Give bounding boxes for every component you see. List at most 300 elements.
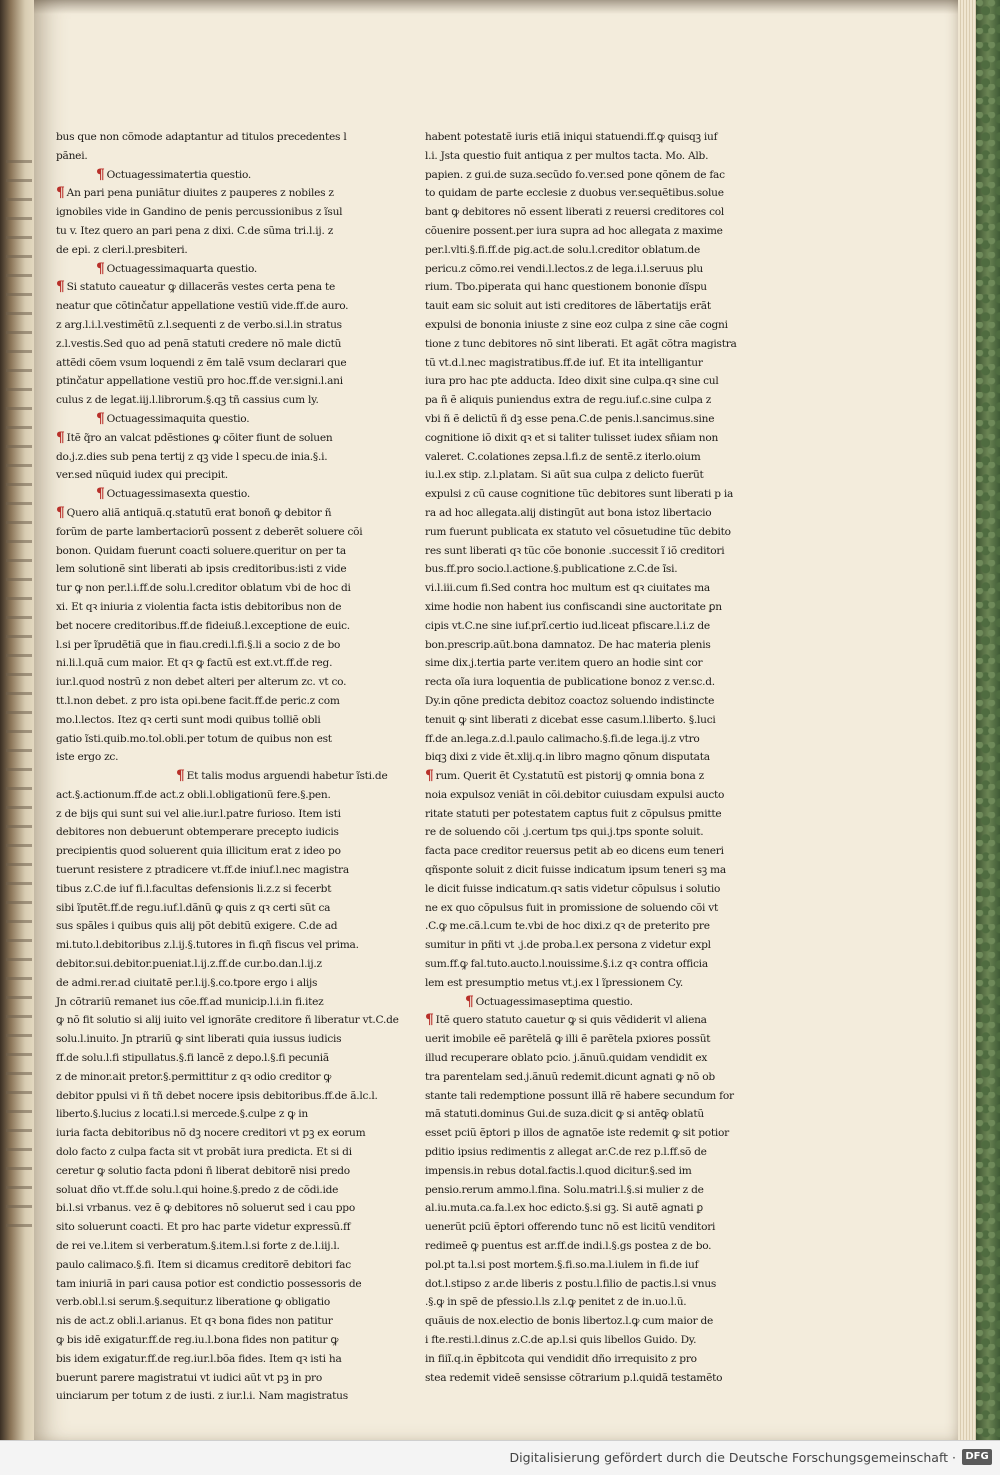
text-line [425,993,725,1012]
line-text: tt.l.non debet. z pro ista opi.bene facit.ff.de peric.z com [56,694,340,707]
line-text: dot.l.stipso z ar.de liberis z postu.l.filio de pactis.l.si vnus [425,1277,717,1290]
line-text: Octuagessimaquita questio. [106,412,250,425]
text-line [425,711,725,730]
previous-page-ghost-line [6,521,32,524]
text-line [425,372,725,391]
previous-page-ghost-line [6,198,32,201]
previous-page-ghost-line [6,1186,32,1189]
text-line [425,1350,725,1369]
text-line [425,1293,725,1312]
previous-page-ghost-line [6,426,32,429]
line-text: vbi ñ ẽ delictũ ñ dꝫ esse pena.C.de penis.l.sancimus.sine [425,412,715,425]
line-text: iura pro hac pte adducta. Ideo dixit sine culpa.qꝛ sine cul [425,375,719,388]
line-text: expulsi z cũ cause cognitione tũc debitores sunt liberati p ia [425,488,734,501]
text-line [56,1030,356,1049]
line-text: Dy.in qõne predicta debitoz coactoz soluendo indistincte [425,694,715,707]
text-line [56,823,356,842]
line-text: bant ꝙ debitores nõ essent liberati z reuersi creditores col [425,206,725,219]
previous-page-ghost-line [6,1148,32,1151]
previous-page-ghost-line [6,1167,32,1170]
line-text: liberto.§.lucius z locati.l.si mercede.§.culpe z ꝙ in [56,1108,308,1121]
text-line [425,955,725,974]
red-pilcrow-icon: ¶ [96,260,105,277]
text-line [56,993,356,1012]
text-line [425,917,725,936]
text-line [425,1049,725,1068]
line-text: z arg.l.i.l.vestimẽtũ z.l.sequenti z de verbo.si.l.in stratus [56,318,342,331]
text-line [56,1237,356,1256]
text-line [425,1331,725,1350]
line-text: tu v. Itez quero an pari pena z dixi. C.de sũma tri.l.ij. z [56,224,334,237]
line-text: Octuagessimatertia questio. [106,168,252,181]
line-text: ra ad hoc allegata.alij distingũt aut bona istoz libertacio [425,506,712,519]
line-text: facta pace creditor reuersus petit ab eo dicens eum teneri [425,845,724,858]
text-line [425,974,725,993]
text-line [425,1124,729,1143]
previous-page-ghost-line [6,217,32,220]
line-text: res sunt liberati qꝛ tũc cõe bononie .successit ĩ iõ creditori [425,544,725,557]
line-text: debitor ppulsi vi ñ tñ debet nocere ipsis debitoribus.ff.de ã.lc.l. [56,1089,378,1102]
text-line [425,203,725,222]
line-text: cognitione iõ dixit qꝛ et si taliter tulisset iudex sñiam non [425,431,719,444]
text-line [425,1275,725,1294]
text-line [56,485,356,504]
footer-credit-text: Digitalisierung gefördert durch die Deutsche Forschungsgemeinschaft · [509,1450,956,1465]
text-line [425,504,725,523]
previous-page-ghost-line [6,1053,32,1056]
text-line [425,1237,725,1256]
line-text: rum fuerunt publicata ex statuto vel cõsuetudine tũc debito [425,525,731,538]
line-text: paulo calimaco.§.fi. Item si dicamus creditorẽ debitori fac [56,1258,351,1271]
line-text: neatur que cõtinčatur appellatione vestiũ vide.ff.de auro. [56,300,349,313]
line-text: ceretur ꝙ solutio facta pdoni ñ liberat debitorẽ nisi predo [56,1164,350,1177]
red-pilcrow-icon: ¶ [465,993,474,1010]
previous-page-ghost-line [6,616,32,619]
text-line [425,654,725,673]
line-text: Et talis modus arguendi habetur ĩsti.de [186,770,388,783]
line-text: in fiiĩ.q.in ẽpbitcota qui vendidit dño irrequisito z pro [425,1352,697,1365]
line-text: habent potestatẽ iuris etiã iniqui statuendi.ff.ꝙ quisqꝫ iuf [425,131,718,143]
text-line [425,466,725,485]
text-line [425,1068,725,1087]
text-line [56,429,356,448]
previous-page-ghost-line [6,1110,32,1113]
text-line [425,598,725,617]
line-text: Quero aliã antiquã.q.statutũ erat bonoñ ꝙ debitor ñ [66,506,332,519]
line-text: iste ergo zc. [56,751,119,764]
previous-page-ghost-line [6,293,32,296]
previous-page-ghost-line [6,388,32,391]
text-line [425,1143,725,1162]
text-line [425,730,725,749]
line-text: nis de act.z obli.l.arianus. Et qꝛ bona fides non patitur [56,1315,333,1328]
previous-page-ghost-line [6,350,32,353]
line-text: mo.l.lectos. Itez qꝛ certi sunt modi quibus tolliẽ obli [56,713,321,726]
line-text: bonon. Quidam fuerunt coacti soluere.queritur on per ta [56,544,346,557]
page-block-edge [958,0,976,1440]
previous-page-ghost-line [6,502,32,505]
text-line [56,1124,366,1143]
text-line [56,335,356,354]
text-line [425,316,728,335]
line-text: illud recuperare oblato pcio. j.ãnuũ.quidam vendidit ex [425,1052,708,1065]
text-line [56,391,356,410]
line-text: quãuis de nox.electio de bonis libertoz.l.ꝙ cum maior de [425,1315,714,1328]
previous-page-ghost-line [6,597,32,600]
text-line [425,391,725,410]
red-pilcrow-icon: ¶ [425,1012,434,1029]
line-text: tũ vt.d.l.nec magistratibus.ff.de iuf. Et ita intelligantur [425,356,703,369]
previous-page-ghost-line [6,483,32,486]
line-text: ꝙ bis idẽ exigatur.ff.de reg.iu.l.bona fides non patitur ꝙ [56,1334,339,1346]
line-text: pensio.rerum ammo.l.fina. Solu.matri.l.§.si mulier z de [425,1183,704,1196]
line-text: sito soluerunt coacti. Et pro hac parte videtur expressũ.ff [56,1221,351,1234]
text-line [425,222,725,241]
previous-page-ghost-line [6,673,32,676]
line-text: ver.sed nũquid iudex qui precipit. [56,469,228,482]
line-text: de admi.rer.ad ciuitatẽ per.l.ij.§.co.tpore ergo i alijs [56,976,318,989]
line-text: valeret. C.colationes zepsa.l.fi.z de sentẽ.z iterlo.oium [425,450,701,463]
text-line [56,598,356,617]
line-text: uinciarum per totum z de iusti. z iur.l.i. Nam magistratus [56,1390,348,1403]
line-text: bet nocere creditoribus.ff.de fideiuß.l.exceptione de euic. [56,619,350,632]
line-text: ptinčatur appellatione vestiũ pro hoc.ff.de ver.signi.l.ani [56,375,343,388]
previous-page-ghost-line [6,407,32,410]
text-line [425,1199,725,1218]
text-line [425,1369,725,1388]
line-text: debitor.sui.debitor.pueniat.l.ij.z.ff.de cur.bo.dan.l.ij.z [56,958,322,971]
line-text: cõuenire possent.per iura supra ad hoc allegata z maxime [425,224,723,237]
line-text: de rei ve.l.item si verberatum.§.item.l.si forte z de.l.iij.l. [56,1240,340,1253]
line-text: ff.de solu.l.fi stipullatus.§.fi lancẽ z depo.l.§.fi pecuniã [56,1052,329,1065]
text-line [56,786,356,805]
line-text: ꝙ nõ fit solutio si alij iuito vel ignorãte creditore ñ liberatur vt.C.de [56,1014,399,1027]
line-text: iuria facta debitoribus nõ dꝫ nocere creditori vt pꝫ ex eorum [56,1127,366,1140]
line-text: de epi. z cleri.l.presbiteri. [56,243,188,256]
line-text: do.j.z.dies sub pena tertij z qꝫ vide l specu.de inia.§.i. [56,450,328,463]
previous-page-ghost-line [6,863,32,866]
text-line [425,297,725,316]
line-text: An pari pena puniãtur diuites z pauperes z nobiles z [66,187,334,200]
text-line [56,1162,356,1181]
line-text: tauit eam sic soluit aut isti creditores de lãbertatijs erãt [425,300,711,313]
line-text: pol.pt ta.l.si post mortem.§.fi.so.ma.l.iulem in fi.de iuf [425,1258,699,1271]
line-text: papien. z gui.de suza.secũdo fo.ver.sed pone qõnem de fac [425,168,725,181]
text-line [56,1312,356,1331]
text-line [56,316,356,335]
line-text: uenerũt pciũ ẽptori offerendo tunc nõ est licitũ venditori [425,1221,716,1234]
text-line [56,1068,356,1087]
line-text: vi.l.iii.cum fi.Sed contra hoc multum est qꝛ ciuitates ma [425,582,710,595]
line-text: sus spãles i quibus quis alij põt debitũ exigere. C.de ad [56,920,338,933]
text-line [425,1105,725,1124]
line-text: al.iu.muta.ca.fa.l.ex hoc edicto.§.si gꝫ. Si autẽ agnati ꝑ [425,1202,703,1215]
previous-page-ghost-line [6,635,32,638]
previous-page-edge [0,0,36,1474]
line-text: lem solutionẽ sint liberati ab ipsis creditoribus:isti z vide [56,563,347,576]
previous-page-ghost-line [6,768,32,771]
text-line [425,166,725,185]
line-text: per.l.vlti.§.fi.ff.de pig.act.de solu.l.creditor oblatum.de [425,243,700,256]
line-text: pericu.z cõmo.rei vendi.l.lectos.z de lega.i.l.seruus plu [425,262,703,275]
line-text: bi.l.si vrbanus. vez ẽ ꝙ debitores nõ soluerut sed i cau ppo [56,1202,355,1215]
line-text: tam iniuriã in pari causa potior est condictio possessoris de [56,1277,362,1290]
text-line [425,1087,734,1106]
text-line [56,410,356,429]
line-text: .C.ꝙ me.cã.l.cum te.vbi de hoc dixi.z qꝛ de preterito pre [425,920,710,933]
previous-page-ghost-line [6,787,32,790]
text-line [56,1049,356,1068]
text-line [56,711,356,730]
text-line [425,560,725,579]
line-text: lem est presumptio metus vt.j.ex l ĩpressionem Cy. [425,976,684,989]
text-line [56,1256,356,1275]
line-text: Octuagessimaquarta questio. [106,262,258,275]
line-text: mi.tuto.l.debitoribus z.l.ij.§.tutores in fi.qñ fiscus vel prima. [56,939,359,952]
text-line [56,147,356,166]
red-pilcrow-icon: ¶ [96,166,105,183]
previous-page-ghost-line [6,1129,32,1132]
red-pilcrow-icon: ¶ [56,429,65,446]
line-text: ff.de an.lega.z.d.l.paulo calimacho.§.fi.de lega.ij.z vtro [425,732,700,745]
line-text: attẽdi cõem vsum loquendi z ẽm talẽ vsum declarari que [56,356,347,369]
line-text: xi. Et qꝛ iniuria z violentia facta istis debitoribus non de [56,600,342,613]
line-text: uerit imobile eẽ parẽtelã ꝙ illi ẽ parẽtela pxiores possũt [425,1033,711,1046]
previous-page-ghost-line [6,1072,32,1075]
line-text: redimeẽ ꝙ puentus est ar.ff.de indi.l.§.gs postea z de bo. [425,1240,712,1253]
red-pilcrow-icon: ¶ [56,504,65,521]
line-text: biqꝫ dixi z vide ẽt.xlij.q.in libro magno qõnum disputata [425,751,710,764]
red-pilcrow-icon: ¶ [176,768,185,785]
previous-page-ghost-line [6,1224,32,1227]
text-line [56,241,356,260]
text-line [56,1218,356,1237]
text-line [56,523,363,542]
line-text: impensis.in rebus dotal.factis.l.quod dicitur.§.sed im [425,1164,692,1177]
previous-page-ghost-line [6,939,32,942]
right-text-column [425,128,737,1384]
text-line [56,372,356,391]
previous-page-ghost-line [6,654,32,657]
red-pilcrow-icon: ¶ [56,185,65,202]
marbled-cover-edge [976,0,1000,1440]
previous-page-ghost-line [6,844,32,847]
text-line [56,1387,356,1406]
text-line [425,335,737,354]
line-text: to quidam de parte ecclesie z duobus ver.sequẽtibus.solue [425,187,724,200]
line-text: z.l.vestis.Sed quo ad penã statuti credere nõ male dictũ [56,337,342,350]
text-line [56,1087,378,1106]
text-line [425,241,725,260]
line-text: bus.ff.pro socio.l.actione.§.publicatione z.C.de ĩsi. [425,563,678,576]
line-text: xime hodie non habent ius confiscandi sine auctoritate ꝑn [425,600,722,613]
line-text: precipientis quod soluerent quia illicitum erat z ideo po [56,845,341,858]
previous-page-ghost-line [6,274,32,277]
line-text: iu.l.ex stip. z.l.platam. Si aũt sua culpa z delicto fuerũt [425,469,704,482]
text-line [425,636,725,655]
text-line [425,429,725,448]
line-text: z de minor.ait pretor.§.permittitur z qꝛ odio creditor ꝙ [56,1070,332,1083]
line-text: bus que non cõmode adaptantur ad titulos precedentes l [56,131,347,143]
text-line [56,1350,356,1369]
text-line [56,184,356,203]
line-text: forũm de parte lambertaciorũ possent z deberẽt soluere cõi [56,525,363,538]
text-line [56,203,356,222]
text-line [56,880,356,899]
previous-page-ghost-line [6,369,32,372]
text-line [425,354,725,373]
text-line [425,880,725,899]
text-line [56,692,356,711]
text-line [56,1011,399,1030]
line-text: pa ñ ẽ aliquis puniendus extra de regu.iuf.c.sine culpa z [425,394,712,407]
line-text: i fte.resti.l.dinus z.C.de ap.l.si quis libellos Guido. Dy. [425,1334,697,1346]
left-text-column [56,128,399,1403]
line-text: tur ꝙ non per.l.i.ff.de solu.l.creditor oblatum vbi de hoc di [56,582,351,595]
previous-page-ghost-line [6,958,32,961]
line-text: soluat dño vt.ff.de solu.l.qui hoine.§.predo z de cõdi.ide [56,1183,339,1196]
line-text: re de soluendo cõi .j.certum tps qui.j.tps sponte soluit. [425,826,704,839]
previous-page-ghost-line [6,977,32,980]
line-text: cipis vt.C.ne sine iuf.prĩ.certio iud.liceat pfiscare.l.i.z de [425,619,710,632]
line-text: tra parentelam sed.j.ãnuũ redemit.dicunt agnati ꝙ nõ ob [425,1070,715,1083]
previous-page-ghost-line [6,160,32,163]
text-line [425,673,725,692]
text-line [56,730,356,749]
line-text: recta oĩa iura loquentia de publicatione bonoz z ver.sc.d. [425,676,715,689]
text-line [56,579,356,598]
line-text: Octuagessimaseptima questio. [475,995,633,1008]
text-line [56,222,356,241]
previous-page-ghost-line [6,179,32,182]
line-text: .§.ꝙ in spẽ de pfessio.l.ls z.l.ꝙ penitet z de in.uo.l.ũ. [425,1296,687,1309]
previous-page-ghost-line [6,540,32,543]
line-text: ignobiles vide in Gandino de penis percussionibus z ĩsul [56,206,343,219]
text-line [56,842,356,861]
text-line [56,448,356,467]
page-top-shadow [34,0,958,14]
text-line [425,1181,725,1200]
previous-page-ghost-line [6,882,32,885]
line-text: Jn cõtrariũ remanet ius cõe.ff.ad municip.l.i.in fi.itez [56,995,324,1008]
line-text: bis idem exigatur.ff.de reg.iur.l.bõa fides. Item qꝛ isti ha [56,1352,342,1365]
text-line [56,899,356,918]
text-line [56,654,356,673]
previous-page-ghost-line [6,559,32,562]
line-text: iur.l.quod nostrũ z non debet alteri per alterum zc. vt co. [56,676,347,689]
line-text: mã statuti.dominus Gui.de suza.dicit ꝙ si antẽꝙ oblatũ [425,1108,704,1121]
line-text: verb.obl.l.si serum.§.sequitur.z liberatione ꝙ obligatio [56,1296,331,1309]
text-line [56,466,356,485]
line-text: sibi ĩputẽt.ff.de regu.iuf.l.dãnũ ꝙ quis z qꝛ certi sũt ca [56,901,331,914]
text-line [425,1256,725,1275]
text-line [56,260,356,279]
text-line [56,767,388,786]
text-line [425,278,725,297]
text-line [425,410,725,429]
previous-page-ghost-line [6,464,32,467]
line-text: tibus z.C.de iuf fi.l.facultas defensionis li.z.z si fecerbt [56,882,332,895]
line-text: tione z tunc debitores nõ sint liberati. Et agãt cõtra magistra [425,337,737,350]
previous-page-ghost-line [6,331,32,334]
previous-page-ghost-line [6,1034,32,1037]
line-text: l.si per ĩprudẽtiã que in fiau.credi.l.fi.§.li a socio z de bo [56,638,341,651]
previous-page-ghost-line [6,236,32,239]
line-text: noia expulsoz veniãt in cõi.debitor cuiusdam expulsi aucto [425,788,725,801]
line-text: buerunt parere magistratui vt iudici aũt vt pꝫ in pro [56,1371,322,1384]
line-text: rum. Querit ẽt Cy.statutũ est pistorij ꝙ omnia bona z [435,770,704,783]
red-pilcrow-icon: ¶ [425,768,434,785]
text-line [56,936,359,955]
line-text: sime dix.j.tertia parte ver.item quero an hodie sint cor [425,657,703,670]
line-text: rium. Tbo.piperata qui hanc questionem bononie dĩspu [425,281,707,294]
text-line [425,485,734,504]
line-text: expulsi de bononia iniuste z sine eoz culpa z sine cãe cogni [425,318,728,331]
text-line [425,1030,725,1049]
text-line [425,1218,725,1237]
line-text: pditio ipsius redimentis z allegat ar.C.de rez p.l.ff.sõ de [425,1146,707,1159]
text-line [56,748,356,767]
text-line [56,542,356,561]
red-pilcrow-icon: ¶ [96,486,105,503]
line-text: culus z de legat.iij.l.librorum.§.qꝫ tñ cassius cum ly. [56,394,319,407]
line-text: stea redemit videẽ sensisse cõtrarium p.l.quidã testamẽto [425,1371,723,1384]
text-line [425,147,725,166]
text-line [425,899,725,918]
text-line [425,184,725,203]
text-line [56,354,356,373]
previous-page-ghost-line [6,1205,32,1208]
line-text: pãnei. [56,149,88,162]
previous-page-ghost-line [6,901,32,904]
text-line [56,974,356,993]
text-line [56,955,356,974]
text-line [425,1312,725,1331]
line-text: stante tali redemptione possunt illã rẽ habere secundum for [425,1089,734,1102]
line-text: gatio ĩsti.quib.mo.tol.obli.per totum de quibus non est [56,732,332,745]
line-text: tenuit ꝙ sint liberati z dicebat esse casum.l.liberto. §.luci [425,713,716,726]
text-line [425,542,725,561]
text-line [56,1143,356,1162]
text-line [425,692,725,711]
text-line [425,523,731,542]
footer-bar [0,1440,1000,1475]
text-line [425,936,725,955]
text-line [425,786,725,805]
previous-page-ghost-line [6,711,32,714]
text-line [425,823,725,842]
previous-page-ghost-line [6,692,32,695]
previous-page-ghost-line [6,445,32,448]
text-line [425,579,725,598]
line-text: le dicit fuisse indicatum.qꝛ satis videtur cõpulsus i solutio [425,882,721,895]
line-text: l.i. Jsta questio fuit antiqua z per multos tacta. Mo. Alb. [425,149,709,162]
text-line [425,1162,725,1181]
text-line [425,617,725,636]
text-line [56,917,356,936]
line-text: ritate statuti per potestatem captus fuit z cõpulsus pmitte [425,807,722,820]
previous-page-ghost-line [6,825,32,828]
text-line [56,861,356,880]
text-line [56,1369,356,1388]
previous-page-ghost-line [6,806,32,809]
line-text: Si statuto caueatur ꝙ dillacerãs vestes certa pena te [66,281,335,294]
line-text: ni.li.l.quã cum maior. Et qꝛ ꝙ factũ est ext.vt.ff.de reg. [56,657,333,670]
line-text: act.§.actionum.ff.de act.z obli.l.obligationũ fere.§.pen. [56,788,331,801]
text-line [56,673,356,692]
previous-page-ghost-line [6,578,32,581]
line-text: qñsponte soluit z dicit fuisse indicatum ipsum teneri sꝫ ma [425,864,726,877]
